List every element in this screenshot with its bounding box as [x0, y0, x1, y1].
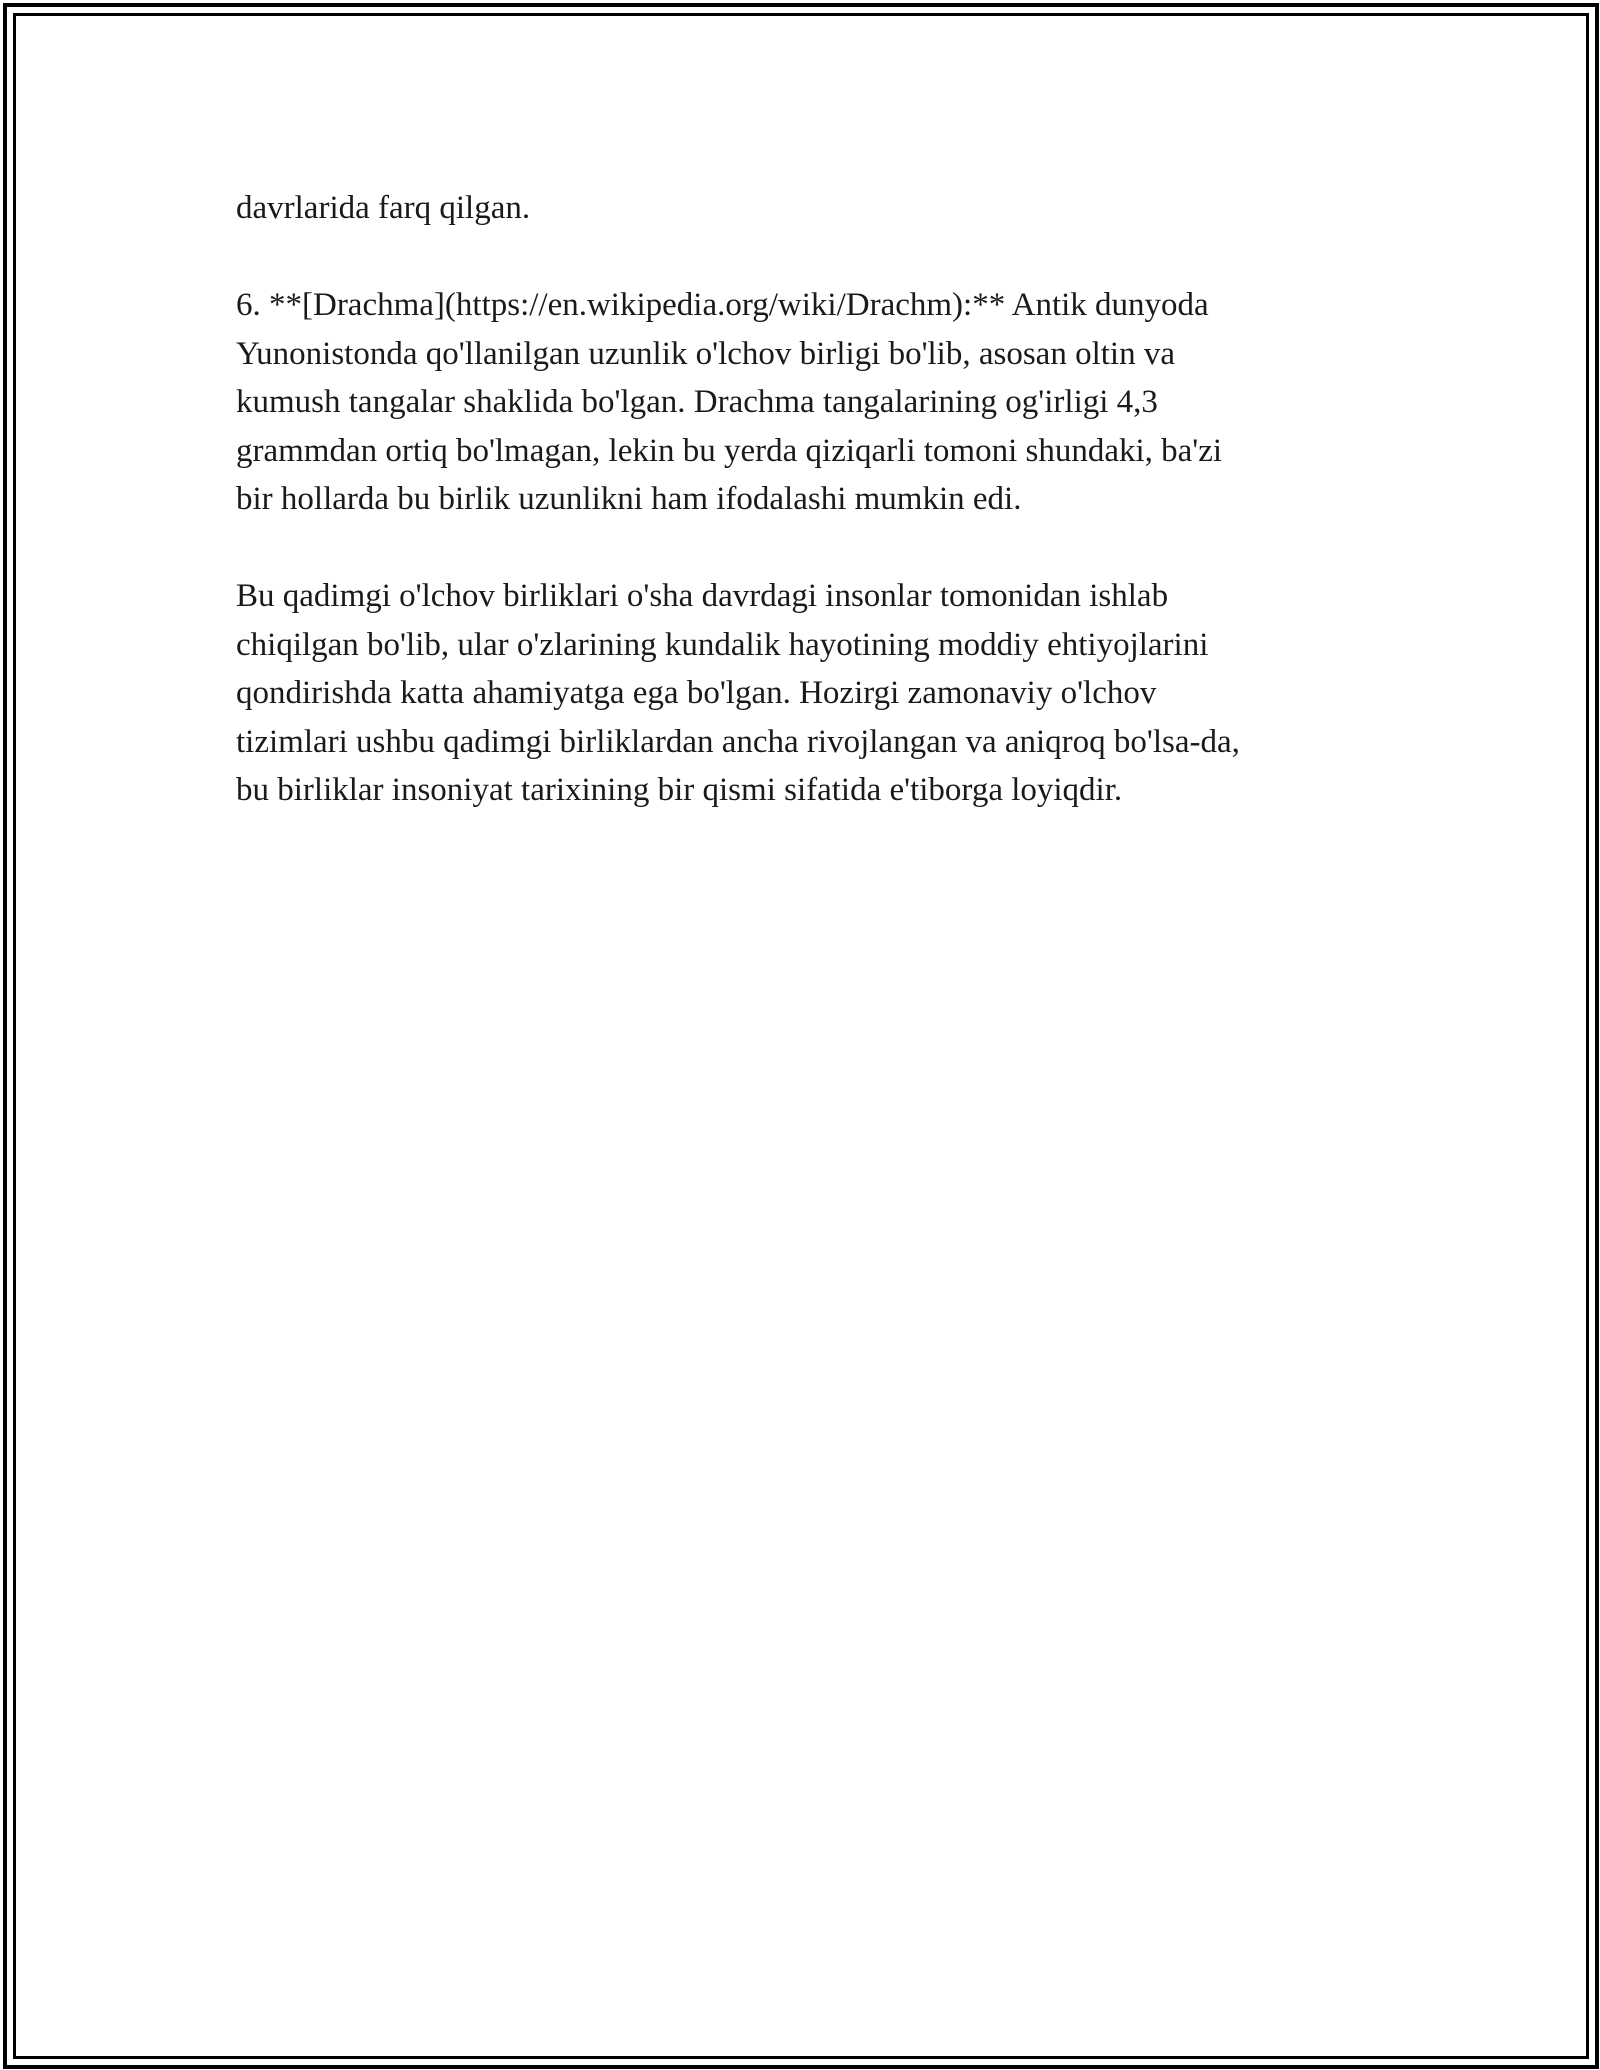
paragraph-continuation: [236, 184, 1386, 233]
paragraph-conclusion: [236, 572, 1386, 815]
text-line: tizimlari ushbu qadimgi birliklardan ancha rivojlangan va aniqroq bo'lsa-da,: [236, 723, 1240, 760]
document-body: [236, 184, 1386, 863]
text-line: Bu qadimgi o'lchov birliklari o'sha davrdagi insonlar tomonidan ishlab: [236, 578, 1169, 614]
text-line: grammdan ortiq bo'lmagan, lekin bu yerda qiziqarli tomoni shundaki, ba'zi: [236, 432, 1223, 469]
text-line: chiqilgan bo'lib, ular o'zlarining kundalik hayotining moddiy ehtiyojlarini: [236, 626, 1209, 663]
text-line: bir hollarda bu birlik uzunlikni ham ifodalashi mumkin edi.: [236, 481, 1022, 517]
text-line: bu birliklar insoniyat tarixining bir qismi sifatida e'tiborga loyiqdir.: [236, 772, 1123, 808]
paragraph-drachma: [236, 281, 1386, 524]
text-line: davrlarida farq qilgan.: [236, 190, 531, 226]
text-line: qondirishda katta ahamiyatga ega bo'lgan. Hozirgi zamonaviy o'lchov: [236, 675, 1157, 711]
text-line: 6. **[Drachma](https://en.wikipedia.org/wiki/Drachm):** Antik dunyoda: [236, 287, 1209, 323]
text-line: Yunonistonda qo'llanilgan uzunlik o'lchov birligi bo'lib, asosan oltin va: [236, 335, 1175, 372]
text-line: kumush tangalar shaklida bo'lgan. Drachma tangalarining og'irligi 4,3: [236, 384, 1158, 420]
